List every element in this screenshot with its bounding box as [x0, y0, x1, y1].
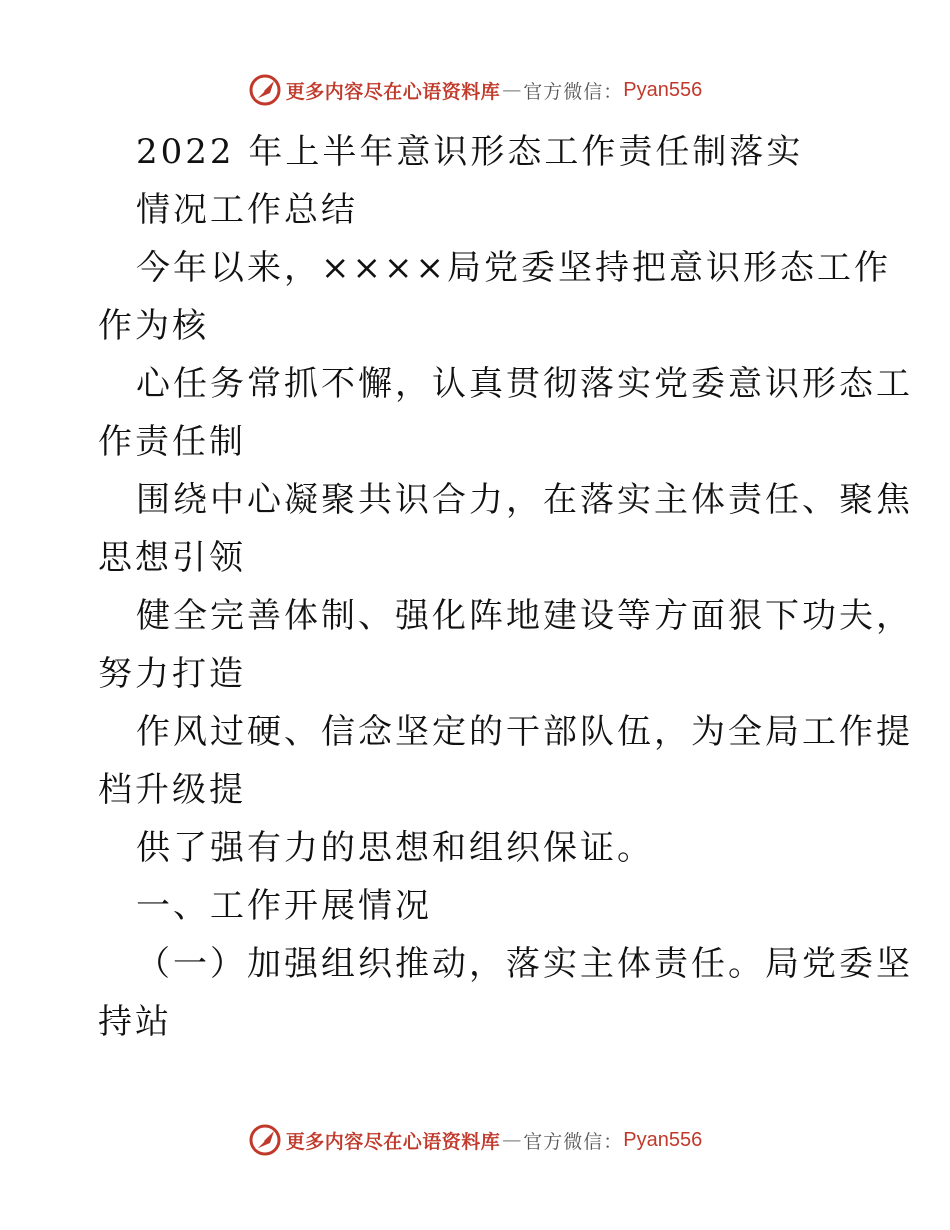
doc-title-line-1: 2022 年上半年意识形态工作责任制落实: [136, 132, 804, 172]
banner-wechat-label: 官方微信：: [523, 80, 624, 103]
footer-banner: [0, 1120, 950, 1160]
banner-wechat-label: 官方微信：: [523, 1130, 624, 1153]
quill-pen-logo-icon: [248, 73, 282, 107]
banner-separator: —: [502, 79, 522, 101]
doc-line: 供了强有力的思想和组织保证。: [136, 828, 654, 868]
doc-line: 围绕中心凝聚共识合力，在落实主体责任、聚焦: [136, 480, 913, 520]
doc-line: 作为核: [98, 306, 209, 346]
header-banner: [0, 70, 950, 110]
doc-line: 努力打造: [98, 654, 246, 694]
doc-line: 今年以来，××××局党委坚持把意识形态工作: [136, 248, 891, 288]
doc-line: （一）加强组织推动，落实主体责任。局党委坚: [136, 944, 913, 984]
doc-line: 持站: [98, 1002, 172, 1042]
banner-separator: —: [502, 1129, 522, 1151]
doc-line: 作风过硬、信念坚定的干部队伍，为全局工作提: [136, 712, 913, 752]
banner-text: 更多内容尽在心语资料库: [285, 1130, 501, 1153]
section-heading: 一、工作开展情况: [136, 886, 432, 926]
document-body: [98, 123, 913, 1051]
doc-line: 健全完善体制、强化阵地建设等方面狠下功夫，: [136, 596, 913, 636]
banner-wechat-id: Pyan556: [623, 1128, 703, 1151]
doc-line: 思想引领: [98, 538, 246, 578]
banner-text: 更多内容尽在心语资料库: [285, 80, 501, 103]
quill-pen-logo-icon: [248, 1123, 282, 1157]
banner-wechat-id: Pyan556: [623, 78, 703, 101]
doc-line: 档升级提: [98, 770, 246, 810]
doc-title-line-2: 情况工作总结: [136, 190, 358, 230]
doc-line: 心任务常抓不懈，认真贯彻落实党委意识形态工: [136, 364, 913, 404]
doc-line: 作责任制: [98, 422, 246, 462]
